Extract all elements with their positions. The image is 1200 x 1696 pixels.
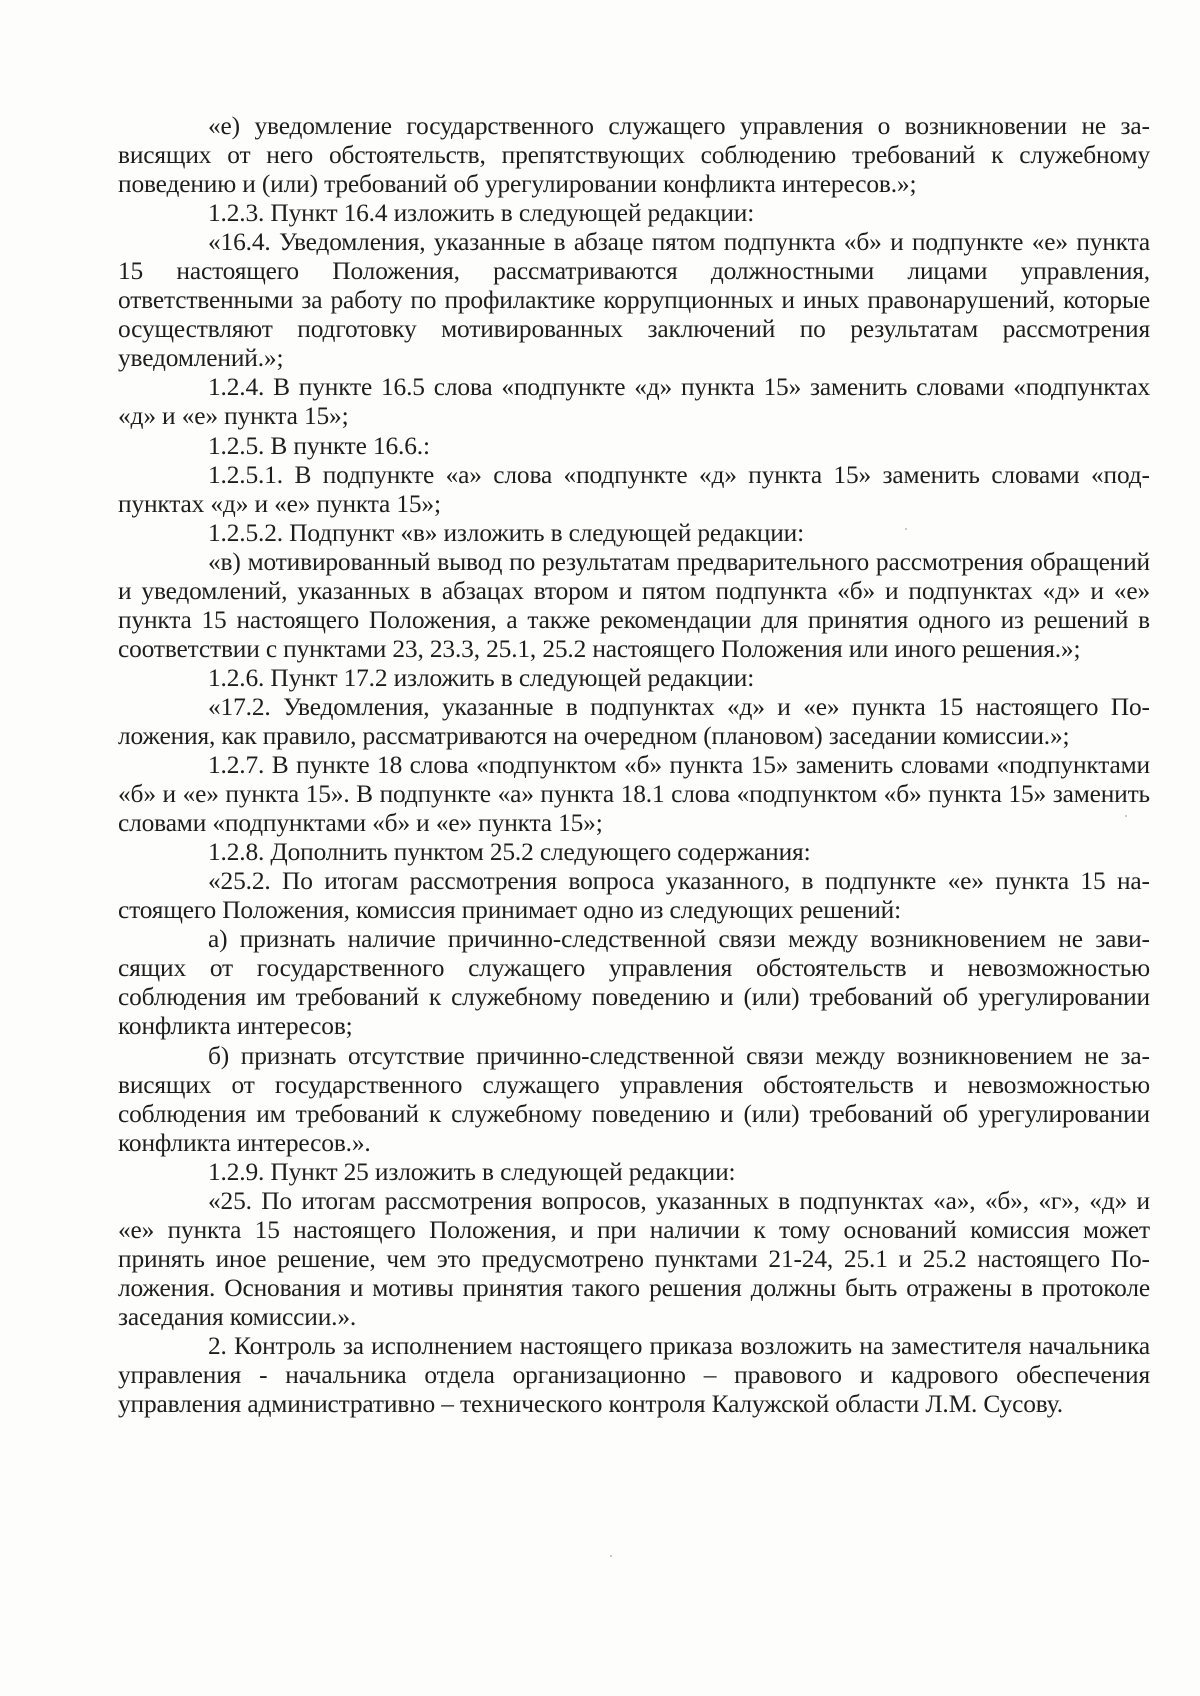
paragraph-6: 1.2.5.1. В подпункте «а» слова «подпункте «д» пункта 15» заменить словами «подпунктах «д» и «е» пункта 15»; (118, 460, 1150, 518)
paragraph-13: «25.2. По итогам рассмотрения вопроса указанного, в подпункте «е» пункта 15 настоящего Положения, комиссия принимает одно из следующих решений: (118, 867, 1150, 925)
scan-speck (905, 528, 907, 530)
paragraph-18: 2. Контроль за исполнением настоящего приказа возложить на заместителя начальника управления - начальника отдела организационно – правового и кадрового обеспечения управления административно – технического контроля Калужской области Л.М. Сусову. (118, 1331, 1150, 1419)
paragraph-10: «17.2. Уведомления, указанные в подпунктах «д» и «е» пункта 15 настоящего Положения, как правило, рассматриваются на очередном (плановом) заседании комиссии.»; (118, 692, 1150, 750)
paragraph-9: 1.2.6. Пункт 17.2 изложить в следующей редакции: (208, 663, 755, 692)
paragraph-15: б) признать отсутствие причинно-следственной связи между возникновением не зависящих от государственного служащего управления обстоятельств и невозможностью соблюдения им требований к служебному поведению и (или) требований об урегулировании конфликта интересов.». (118, 1041, 1150, 1157)
paragraph-5: 1.2.5. В пункте 16.6.: (208, 431, 430, 460)
scan-speck (610, 1555, 612, 1557)
paragraph-4: 1.2.4. В пункте 16.5 слова «подпункте «д» пункта 15» заменить словами «подпунктах «д» и «е» пункта 15»; (118, 373, 1150, 431)
paragraph-12: 1.2.8. Дополнить пунктом 25.2 следующего содержания: (208, 838, 811, 867)
paragraph-11: 1.2.7. В пункте 18 слова «подпунктом «б» пункта 15» заменить словами «подпунктами «б» и «е» пункта 15». В подпункте «а» пункта 18.1 слова «подпунктом «б» пункта 15» заменить словами «подпунктами «б» и «е» пункта 15»; (118, 751, 1150, 838)
paragraph-17: «25. По итогам рассмотрения вопросов, указанных в подпунктах «а», «б», «г», «д» и «е» пункта 15 настоящего Положения, и при наличии к тому оснований комиссия может принять иное решение, чем это предусмотрено пунктами 21-24, 25.1 и 25.2 настоящего Положения. Основания и мотивы принятия такого решения должны быть отражены в протоколе заседания комиссии.». (118, 1186, 1150, 1331)
paragraph-14: а) признать наличие причинно-следственной связи между возникновением не зависящих от государственного служащего управления обстоятельств и невозможностью соблюдения им требований к служебному поведению и (или) требований об урегулировании конфликта интересов; (118, 925, 1150, 1041)
document-body (118, 112, 1150, 1419)
paragraph-3: «16.4. Уведомления, указанные в абзаце пятом подпункта «б» и подпункте «е» пункта 15 настоящего Положения, рассматриваются должностными лицами управления, ответственными за работу по профилактике коррупционных и иных правонарушений, которые осуществляют подготовку мотивированных заключений по результатам рассмотрения уведомлений.»; (118, 228, 1150, 373)
paragraph-8: «в) мотивированный вывод по результатам предварительного рассмотрения обращений и уведомлений, указанных в абзацах втором и пятом подпункта «б» и подпунктах «д» и «е» пункта 15 настоящего Положения, а также рекомендации для принятия одного из решений в соответствии с пунктами 23, 23.3, 25.1, 25.2 настоящего Положения или иного решения.»; (118, 547, 1150, 663)
paragraph-2: 1.2.3. Пункт 16.4 изложить в следующей редакции: (208, 199, 755, 228)
scan-speck (1125, 815, 1127, 817)
paragraph-1: «е) уведомление государственного служащего управления о возникновении не зависящих от него обстоятельств, препятствующих соблюдению требований к служебному поведению и (или) требований об урегулировании конфликта интересов.»; (118, 112, 1150, 199)
paragraph-7: 1.2.5.2. Подпункт «в» изложить в следующей редакции: (208, 518, 805, 547)
paragraph-16: 1.2.9. Пункт 25 изложить в следующей редакции: (208, 1157, 736, 1186)
